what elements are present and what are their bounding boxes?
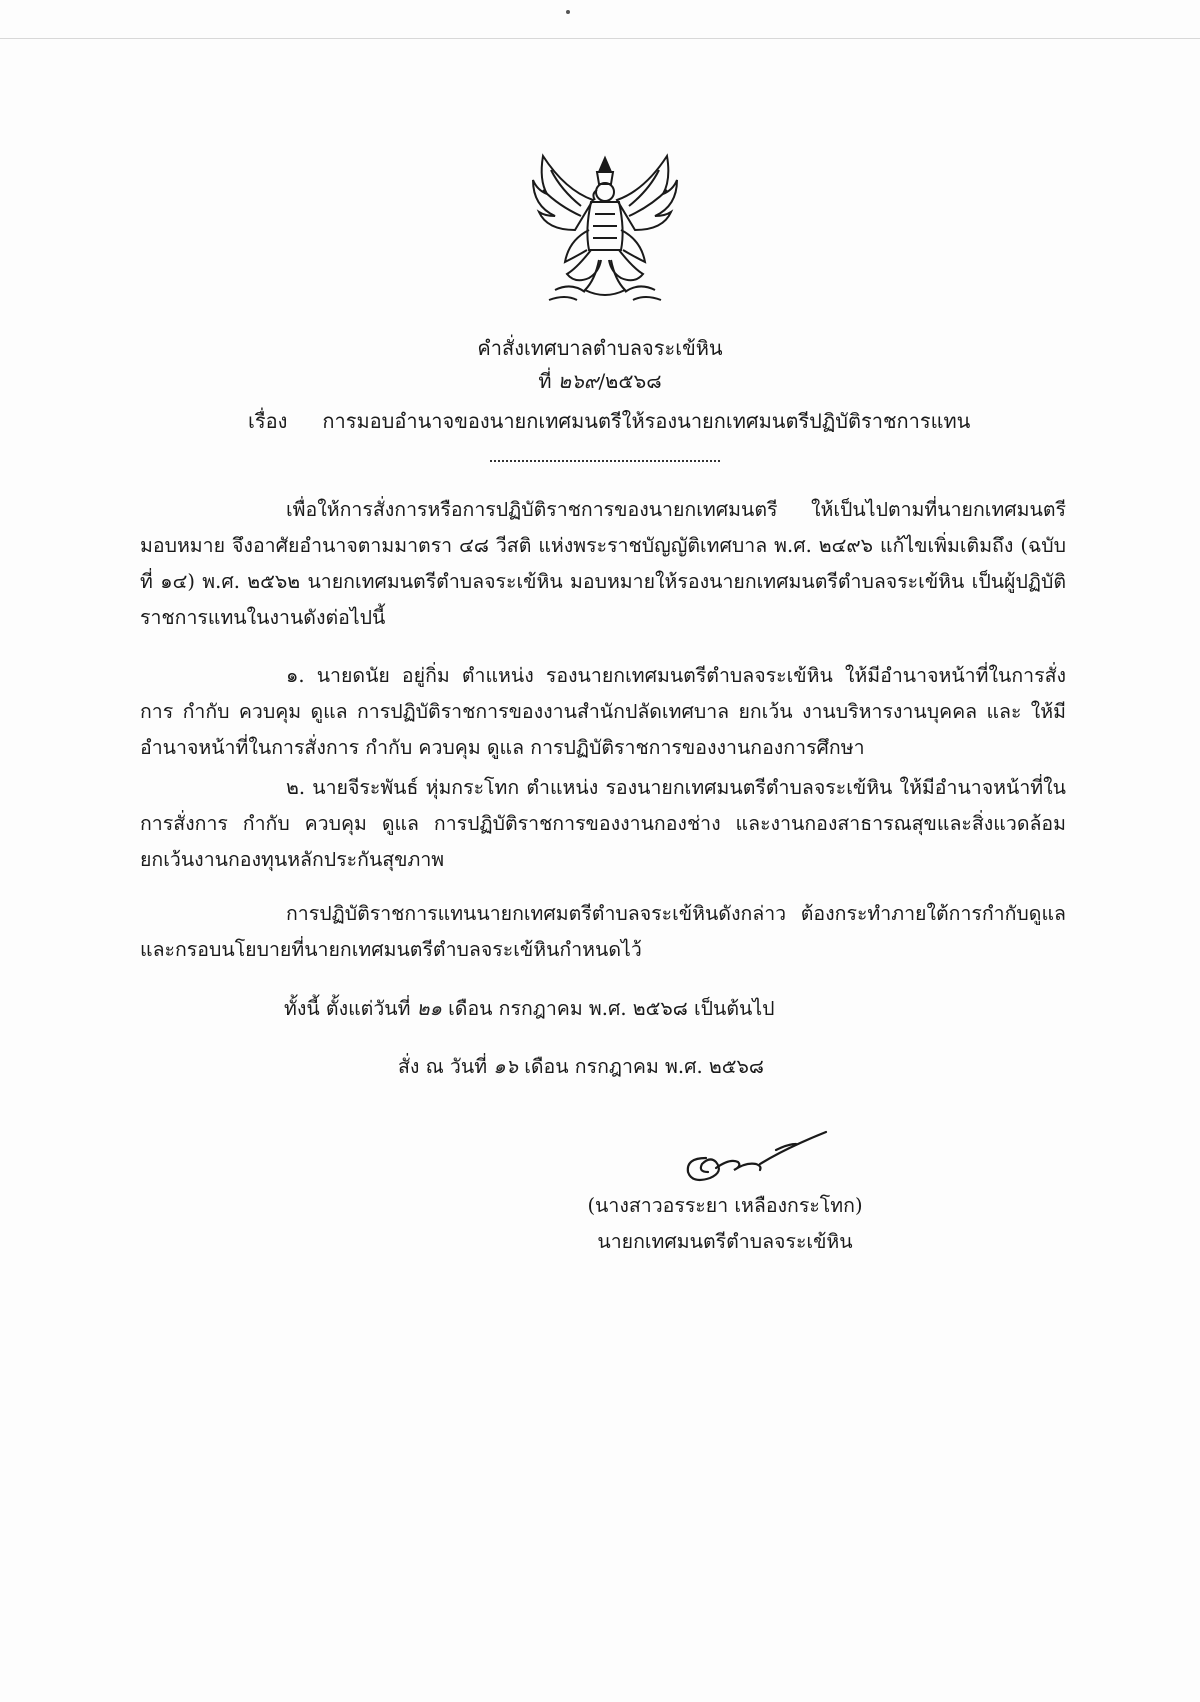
scan-edge-line xyxy=(0,38,1200,39)
signature-block xyxy=(575,1188,875,1260)
effective-date-line xyxy=(284,995,775,1023)
subject-line xyxy=(248,408,970,434)
subject-label: เรื่อง xyxy=(248,409,288,433)
order-number-prefix: ที่ xyxy=(538,369,552,393)
garuda-emblem-icon xyxy=(525,150,685,315)
signer-name: (นางสาวอรระยา เหลืองกระโทก) xyxy=(587,1194,863,1217)
subject-text: การมอบอำนาจของนายกเทศมนตรีให้รองนายกเทศมนตรีปฏิบัติราชการแทน xyxy=(322,409,971,433)
ordered-date-line xyxy=(398,1053,764,1081)
ordered-prefix: สั่ง ณ วันที่ xyxy=(398,1055,488,1078)
effective-day: ๒๑ xyxy=(416,997,442,1020)
intro-paragraph: เพื่อให้การสั่งการหรือการปฏิบัติราชการของนายกเทศมนตรี ให้เป็นไปตามที่นายกเทศมนตรีมอบหมาย จึงอาศัยอำนาจตามมาตรา ๔๘ วีสติ แห่งพระราชบัญญัติเทศบาล พ.ศ. ๒๔๙๖ แก้ไขเพิ่มเติมถึง (ฉบับที่ ๑๔) พ.ศ. ๒๕๖๒ นายกเทศมนตรีตำบลจระเข้หิน มอบหมายให้รองนายกเทศมนตรีตำบลจระเข้หิน เป็นผู้ปฏิบัติราชการแทนในงานดังต่อไปนี้ xyxy=(140,498,1066,629)
dotted-separator xyxy=(490,460,720,462)
signature-mark xyxy=(676,1118,836,1188)
effective-suffix: เดือน กรกฎาคม พ.ศ. ๒๕๖๘ เป็นต้นไป xyxy=(448,997,775,1020)
ordered-suffix: เดือน กรกฎาคม พ.ศ. ๒๕๖๘ xyxy=(524,1055,764,1078)
issuer-line: คำสั่งเทศบาลตำบลจระเข้หิน xyxy=(477,336,723,360)
item-1-paragraph: ๑. นายดนัย อยู่กิ่ม ตำแหน่ง รองนายกเทศมนตรีตำบลจระเข้หิน ให้มีอำนาจหน้าที่ในการสั่งการ กำกับ ควบคุม ดูแล การปฏิบัติราชการของงานสำนักปลัดเทศบาล ยกเว้น งานบริหารงานบุคคล และ ให้มีอำนาจหน้าที่ในการสั่งการ กำกับ ควบคุม ดูแล การปฏิบัติราชการของงานกองการศึกษา xyxy=(140,664,1066,759)
signer-position: นายกเทศมนตรีตำบลจระเข้หิน xyxy=(597,1230,853,1253)
item-2-paragraph: ๒. นายจีระพันธ์ หุ่มกระโทก ตำแหน่ง รองนายกเทศมนตรีตำบลจระเข้หิน ให้มีอำนาจหน้าที่ในการสั่งการ กำกับ ควบคุม ดูแล การปฏิบัติราชการของงานกองช่าง และงานกองสาธารณสุขและสิ่งแวดล้อม ยกเว้นงานกองทุนหลักประกันสุขภาพ xyxy=(140,776,1066,871)
effective-prefix: ทั้งนี้ ตั้งแต่วันที่ xyxy=(284,997,411,1020)
order-number-handwritten: ๒๖๙ xyxy=(557,369,599,393)
ordered-day: ๑๖ xyxy=(493,1055,519,1078)
order-number xyxy=(0,368,1200,394)
order-number-suffix: /๒๕๖๘ xyxy=(598,369,662,393)
scope-paragraph: การปฏิบัติราชการแทนนายกเทศมตรีตำบลจระเข้หินดังกล่าว ต้องกระทำภายใต้การกำกับดูแล และกรอบนโยบายที่นายกเทศมนตรีตำบลจระเข้หินกำหนดไว้ xyxy=(140,902,1066,961)
scan-speck xyxy=(566,10,570,14)
